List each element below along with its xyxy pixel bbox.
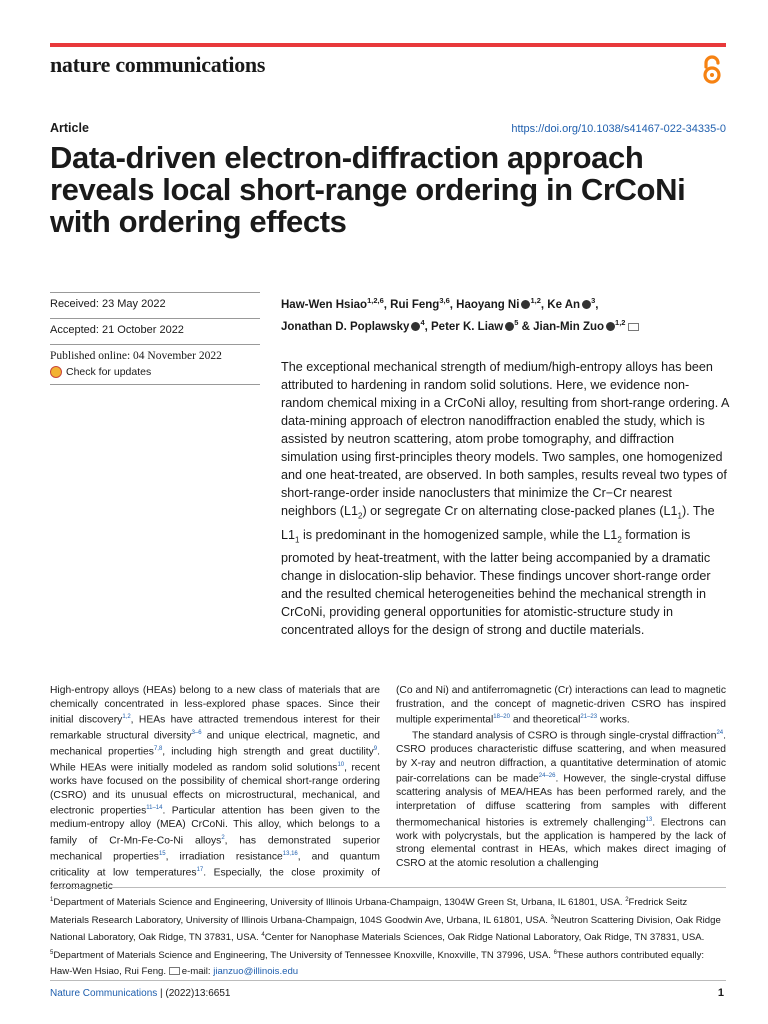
article-dates (50, 292, 260, 385)
body-text: , has demonstrated superior mechanical properties (50, 835, 380, 863)
mail-icon[interactable] (628, 323, 639, 331)
affiliation-number: 6 (553, 950, 557, 957)
article-title: Data-driven electron-diffraction approach reveals local short-range ordering in CrCoNi with ordering effects (50, 140, 686, 239)
body-text: . However, the single-crystal diffuse scattering analysis of MEA/HEAs has been performed rarely, and the interpretation of diffuse scattering from samples with different thermomechanical histories is extremely challenging (396, 773, 726, 829)
received-date: Received: 23 May 2022 (50, 292, 260, 318)
reference-link[interactable]: 2 (221, 835, 225, 842)
body-text: . Particular attention has been given to the medium-entropy alloy (MEA) CrCoNi. This alloy, which belongs to a family of Cr-Mn-Fe-Co-Ni alloys (50, 805, 380, 847)
body-text: High-entropy alloys (HEAs) belong to a new class of materials that are chemically concentrated in less-explored phase spaces. Since their initial discovery (50, 685, 380, 726)
reference-link[interactable]: 15 (158, 851, 166, 858)
abstract-text: The exceptional mechanical strength of medium/high-entropy alloys has been attributed to hardening in random solid solutions. Here, we evidence non-random chemical mixing in a CrCoNi alloy, resulting from short-range ordering. A data-mining approach of electron nanodiffraction enabled the study, which is assisted by neutron scattering, atom probe tomography, and diffraction simulation using first-principles theory models. Two samples, one homogenized and one heat-treated, are observed. In both samples, results reveal two types of short-range-order inside nanoclusters that minimize the Cr−Cr nearest neighbors (L1 (281, 360, 729, 518)
article-type: Article (50, 121, 89, 135)
author-affiliation: 5 (514, 317, 519, 327)
author-affiliation: 4 (420, 317, 425, 327)
author-name[interactable]: Haw-Wen Hsiao (281, 298, 368, 311)
footer-divider (50, 980, 726, 981)
author-affiliation: 3 (591, 296, 596, 305)
body-column-right (396, 684, 726, 870)
body-text: . Especially, the close proximity of (203, 867, 380, 879)
author-name[interactable]: Haoyang Ni (456, 298, 520, 311)
reference-link[interactable]: 9 (373, 746, 378, 753)
abstract-text: formation is promoted by heat-treatment, with the latter being accompanied by a dramatic change in dislocation-slip behavior. These findings uncover short-range order and the resulted chemical heterogeneities behind the mechanical strength in CrCoNi, providing general opportunities for atomistic-structure study in concentrated alloys for the design of strong and ductile materials. (281, 527, 711, 638)
published-date (50, 344, 260, 385)
affiliation-text: Neutron Scattering Division, Oak Ridge National Laboratory, Oak Ridge, TN 37831, USA. (50, 914, 721, 944)
reference-link[interactable]: 18–20 (493, 714, 510, 721)
abstract-subscript: 1 (677, 511, 682, 521)
reference-link[interactable]: 13 (645, 816, 653, 823)
body-text: The standard analysis of CSRO is through single-crystal diffraction (412, 730, 717, 742)
reference-link[interactable]: 17 (196, 867, 204, 874)
body-text: , and quantum criticality at low temperatures (50, 851, 380, 879)
abstract (281, 358, 729, 639)
body-text: . CSRO produces characteristic diffuse scattering, and when measured by X-ray and neutron diffraction, a quantitative determination of atomic pair-correlations can be made (396, 730, 726, 785)
body-paragraph (396, 727, 726, 870)
reference-link[interactable]: 21–23 (580, 714, 598, 721)
affiliation-text: Department of Materials Science and Engineering, The University of Tennessee Knoxville, Knoxville, TN 37996, USA. (53, 950, 554, 962)
abstract-subscript: 2 (617, 535, 622, 545)
open-access-icon (700, 54, 724, 86)
email-label: e-mail: (181, 965, 214, 977)
page-number: 1 (717, 987, 724, 999)
reference-link[interactable]: 11–14 (146, 805, 163, 812)
orcid-icon[interactable] (606, 322, 615, 331)
body-column-left (50, 684, 380, 894)
affiliation-number: 2 (625, 897, 629, 903)
author-name[interactable]: Jian-Min Zuo (533, 320, 605, 333)
published-text: Published online: 04 November 2022 (50, 350, 222, 362)
footer-citation (50, 988, 230, 999)
affiliation-number: 5 (50, 950, 54, 957)
email-link[interactable]: jianzuo@illinois.edu (213, 965, 299, 977)
body-text: , irradiation resistance (165, 851, 283, 863)
body-text: . Electrons can work with polycrystals, but the application is hampered by the lack of strong elemental contrast in HEAs, which makes direct imaging of CSRO at the atomic resolution a challenging (396, 817, 726, 869)
body-text: , HEAs have attracted tremendous interest for their remarkable structural diversity (50, 714, 380, 742)
affiliation-number: 3 (550, 914, 554, 921)
affiliation-number: 1 (50, 897, 54, 903)
body-text: and theoretical (509, 714, 581, 726)
abstract-text: is predominant in the homogenized sample, while the L1 (299, 527, 618, 542)
accepted-date: Accepted: 21 October 2022 (50, 318, 260, 344)
doi-link[interactable]: https://doi.org/10.1038/s41467-022-34335-0 (511, 123, 726, 135)
body-text: and unique electrical, magnetic, and mechanical properties (50, 730, 381, 758)
author-name[interactable]: Jonathan D. Poplawsky (281, 320, 410, 333)
body-text: works. (597, 714, 630, 726)
affiliations-divider (50, 887, 726, 888)
author-affiliation: 1,2,6 (367, 296, 384, 305)
body-text: . While HEAs were initially modeled as random solid solutions (50, 746, 381, 774)
author-name[interactable]: Ke An (547, 298, 581, 311)
footer-volume: | (2022)13:6651 (157, 988, 231, 999)
reference-link[interactable]: 24–26 (538, 773, 556, 780)
reference-link[interactable]: 24 (716, 730, 724, 737)
check-updates-icon (50, 366, 62, 378)
orcid-icon[interactable] (505, 322, 514, 331)
abstract-text: ) or segregate Cr on alternating close-packed planes (L1 (362, 504, 678, 518)
header-accent-bar (50, 43, 726, 47)
affiliation-number: 4 (261, 932, 265, 939)
abstract-text: ). The L1 (281, 504, 715, 542)
affiliation-text: Center for Nanophase Materials Sciences, Oak Ridge National Laboratory, Oak Ridge, TN 37831, USA. (264, 932, 705, 944)
body-text: , recent works have focused on the possibility of chemical short-range ordering (CSRO) and its unusual effects on microstructural, mechanical, and electronic properties (50, 762, 381, 817)
abstract-subscript: 2 (358, 511, 363, 521)
affiliation-text: Department of Materials Science and Engineering, University of Illinois Urbana-Champaign, 1304W Green St, Urbana, IL 61801, USA. (53, 897, 626, 909)
author-affiliation: 3,6 (439, 296, 450, 305)
affiliations (50, 893, 726, 979)
abstract-subscript: 1 (295, 535, 300, 545)
author-affiliation: 1,2 (530, 296, 541, 305)
body-paragraph (396, 684, 726, 727)
author-list: Haw-Wen Hsiao$^{1,2,6}$, Rui Feng$^{3,6}$, Haoyang Ni $^{1,2}$, Ke An $^3$, Jonathan D. Poplawsky $^4$, Peter K. Liaw $^5$ & Jian-Min Zuo $^{1,2}$ (281, 292, 731, 336)
footer-journal-link[interactable]: Nature Communications (50, 988, 158, 999)
reference-link[interactable]: 3–6 (191, 730, 202, 737)
body-text: (Co and Ni) and antiferromagnetic (Cr) interactions can lead to magnetic frustration, and the concept of magnetic-driven CSRO has inspired multiple experimental (396, 685, 726, 726)
author-name[interactable]: Rui Feng (390, 298, 440, 311)
orcid-icon[interactable] (582, 300, 591, 309)
journal-name: nature communications (50, 52, 266, 77)
author-affiliation: 1,2 (615, 317, 626, 327)
affiliation-text: Fredrick Seitz Materials Research Laboratory, University of Illinois Urbana-Champaign, 104S Goodwin Ave, Urbana, IL 61801, USA. (50, 897, 688, 926)
body-text: , including high strength and great ductility (162, 746, 374, 758)
reference-link[interactable]: 1,2 (122, 714, 131, 721)
check-updates-button[interactable] (50, 362, 260, 378)
affiliation-text: These authors contributed equally: Haw-Wen Hsiao, Rui Feng. (50, 950, 705, 977)
reference-link[interactable]: 10 (337, 762, 345, 769)
mail-icon (169, 967, 180, 975)
reference-link[interactable]: 13,16 (282, 851, 298, 858)
author-name[interactable]: Peter K. Liaw (431, 320, 504, 333)
reference-link[interactable]: 7,8 (153, 746, 163, 753)
check-updates-label: Check for updates (66, 366, 152, 378)
